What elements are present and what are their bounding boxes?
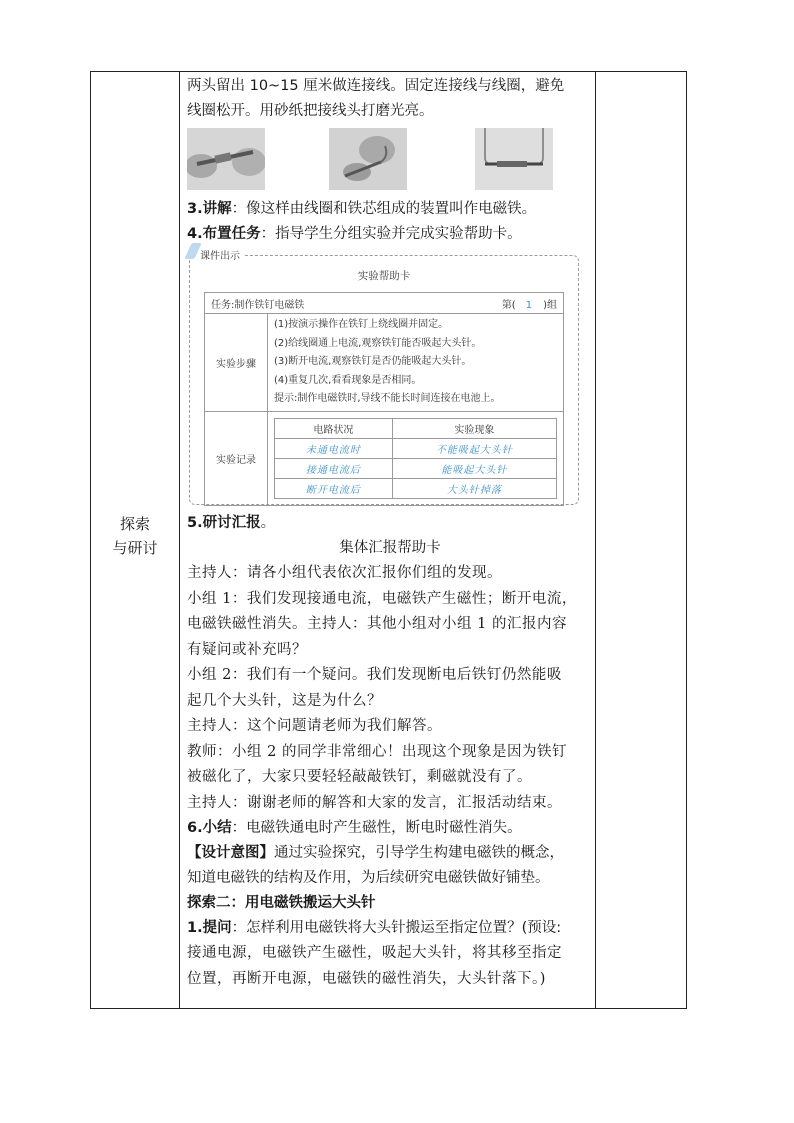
card-title: 实验帮助卡	[357, 270, 411, 282]
report-line: 小组 1：我们发现接通电流，电磁铁产生磁性；断开电流，	[187, 590, 577, 607]
section-label: 探索 与研讨	[112, 515, 158, 557]
photo-hands-winding-nail	[187, 128, 265, 190]
lesson-content	[187, 72, 593, 992]
help-card-table	[204, 292, 564, 506]
intro-line-2: 线圈松开。用砂纸把接线头打磨光亮。	[187, 103, 434, 119]
column-divider-right	[595, 72, 596, 1008]
question-1-line: 接通电源，电磁铁产生磁性，吸起大头针，将其移至指定	[187, 945, 562, 961]
report-line: 电磁铁磁性消失。主持人：其他小组对小组 1 的汇报内容	[187, 616, 567, 632]
table-row: 未通电流时 不能吸起大头针	[275, 438, 557, 458]
design-intent-line-2: 知道电磁铁的结构及作用，为后续研究电磁铁做好铺垫。	[187, 870, 550, 886]
question-1: 1.提问：怎样利用电磁铁将大头针搬运至指定位置？(预设:	[187, 920, 562, 936]
record-table	[274, 418, 557, 499]
photo-strip	[187, 128, 593, 194]
explore-two-heading: 探索二：用电磁铁搬运大头针	[187, 895, 376, 911]
column-divider-left	[179, 72, 180, 1008]
table-row: 接通电流后 能吸起大头针	[275, 458, 557, 478]
header-phenomenon: 实验现象	[392, 418, 556, 438]
report-line: 被磁化了，大家只要轻轻敲敲铁钉，剩磁就没有了。	[187, 769, 532, 785]
record-label: 实验记录	[205, 411, 268, 505]
step-4: 4.布置任务：指导学生分组实验并完成实验帮助卡。	[187, 226, 522, 242]
report-line: 主持人：谢谢老师的解答和大家的发言，汇报活动结束。	[187, 794, 562, 811]
photo-hand-holding-wire	[329, 128, 407, 190]
step-6: 6.小结：电磁铁通电时产生磁性，断电时磁性消失。	[187, 820, 522, 836]
report-line: 有疑问或补充吗？	[187, 641, 307, 658]
table-row: 断开电流后 大头针掉落	[275, 478, 557, 498]
design-intent: 【设计意图】通过实验探究，引导学生构建电磁铁的概念，	[187, 845, 564, 861]
step-3: 3.讲解：像这样由线圈和铁芯组成的装置叫作电磁铁。	[187, 201, 537, 217]
lesson-table	[90, 71, 687, 1009]
card-group: 第( 1 )组	[501, 299, 557, 311]
steps-list: (1)按演示操作在铁钉上绕线圈并固定。 (2)给线圈通上电流,观察铁钉能否吸起大头针。 (3)断开电流,观察铁钉是否仍能吸起大头针。 (4)重复几次,看看现象是否相同。 提示:制作电磁铁时,导线不能长时间连接在电池上。	[268, 314, 564, 412]
photo-electromagnet-nail	[475, 128, 553, 190]
intro-line-1: 两头留出 10~15 厘米做连接线。固定连接线与线圈，避免	[187, 78, 565, 94]
report-line: 主持人：请各小组代表依次汇报你们组的发现。	[187, 565, 502, 581]
card-task: 任务:制作铁钉电磁铁	[211, 299, 305, 311]
report-line: 小组 2：我们有一个疑问。我们发现断电后铁钉仍然能吸	[187, 667, 562, 683]
header-circuit: 电路状况	[275, 418, 393, 438]
card-tag: 课件出示	[196, 247, 244, 262]
report-dialogue	[187, 561, 593, 816]
report-line: 主持人：这个问题请老师为我们解答。	[187, 718, 442, 734]
step-5: 5.研讨汇报。	[187, 515, 276, 531]
steps-label: 实验步骤	[205, 314, 268, 412]
question-1-line: 位置，再断开电源，电磁铁的磁性消失，大头针落下。)	[187, 970, 546, 987]
report-card-title: 集体汇报帮助卡	[339, 540, 441, 556]
courseware-card	[189, 251, 579, 505]
report-line: 起几个大头针，这是为什么？	[187, 692, 382, 709]
report-line: 教师：小组 2 的同学非常细心！出现这个现象是因为铁钉	[187, 743, 567, 760]
